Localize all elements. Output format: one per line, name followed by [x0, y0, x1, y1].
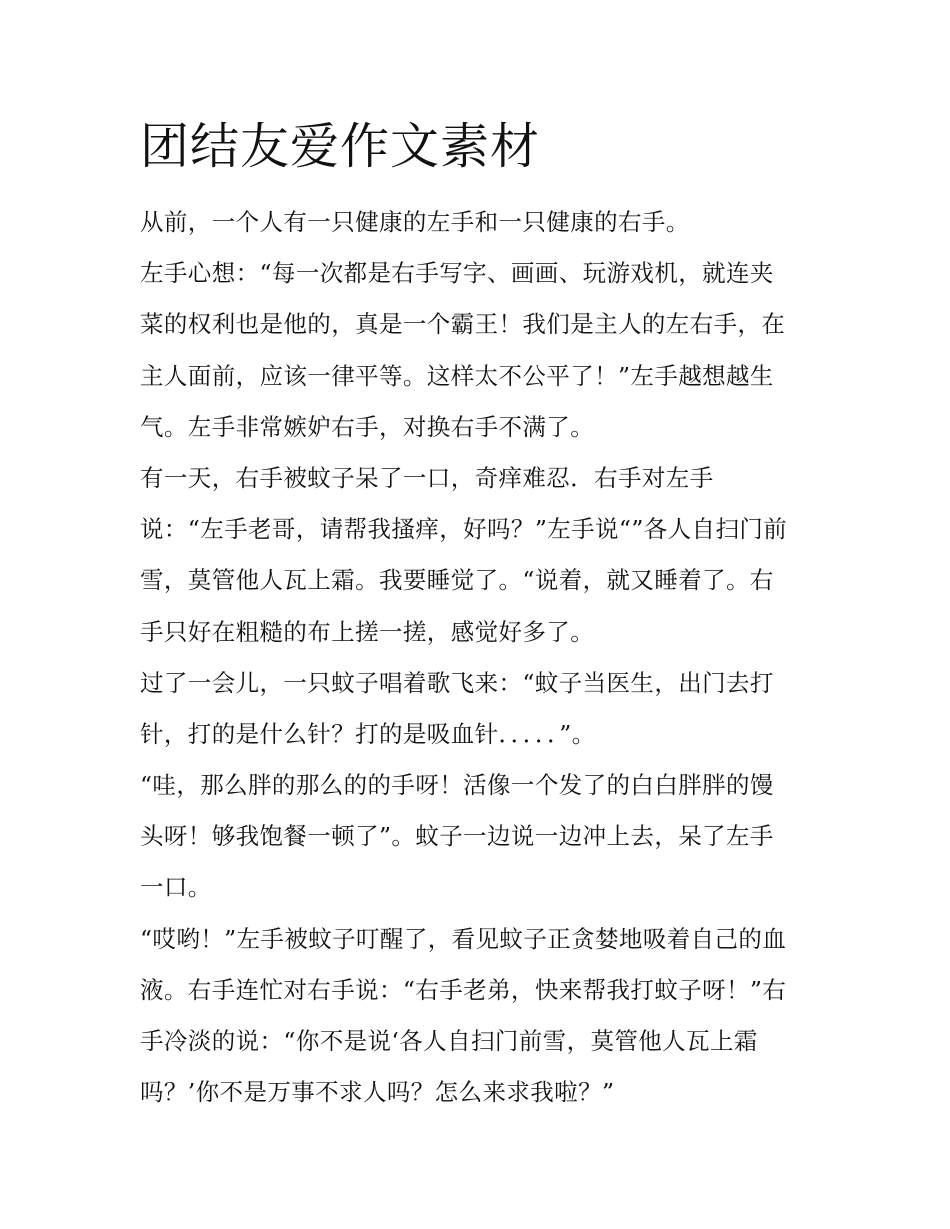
text-line: 说：“左手老哥，请帮我搔痒，好吗？”左手说“”各人自扫门前 [140, 515, 788, 544]
text-line: 过了一会儿，一只蚊子唱着歌飞来：“蚊子当医生，出门去打 [140, 668, 774, 697]
document-title: 团结友爱作文素材 [140, 118, 541, 175]
text-line: 手只好在粗糙的布上搓一搓，感觉好多了。 [140, 617, 595, 646]
text-line: 手冷淡的说：“你不是说‘各人自扫门前雪，莫管他人瓦上霜 [140, 1027, 758, 1055]
text-line: 一口。 [140, 873, 212, 902]
text-line: 头呀！够我饱餐一顿了”。蚊子一边说一边冲上去，呆了左手 [140, 822, 774, 851]
text-line: 气。左手非常嫉妒右手，对换右手不满了。 [140, 412, 595, 441]
text-line: 针，打的是什么针？打的是吸血针．．．．．”。 [140, 719, 596, 748]
text-line: 从前，一个人有一只健康的左手和一只健康的右手。 [140, 208, 690, 236]
text-line: 左手心想：“每一次都是右手写字、画画、玩游戏机，就连夹 [140, 259, 774, 288]
text-line: 主人面前，应该一律平等。这样太不公平了！”左手越想越生 [140, 361, 774, 390]
text-line: “哇，那么胖的那么的的手呀！活像一个发了的白白胖胖的馒 [140, 771, 774, 800]
text-line: 雪，莫管他人瓦上霜。我要睡觉了。“说着，就又睡着了。右 [140, 566, 774, 595]
text-line: 有一天，右手被蚊子呆了一口，奇痒难忍．右手对左手 [140, 463, 714, 492]
text-line: 吗？’你不是万事不求人吗？怎么来求我啦？” [140, 1078, 615, 1107]
document-body [140, 197, 820, 1118]
text-line: “哎哟！”左手被蚊子叮醒了，看见蚊子正贪婪地吸着自己的血 [140, 924, 787, 953]
text-line: 菜的权利也是他的，真是一个霸王！我们是主人的左右手，在 [140, 310, 786, 339]
text-line: 液。右手连忙对右手说：“右手老弟，快来帮我打蚊子呀！”右 [140, 975, 787, 1004]
